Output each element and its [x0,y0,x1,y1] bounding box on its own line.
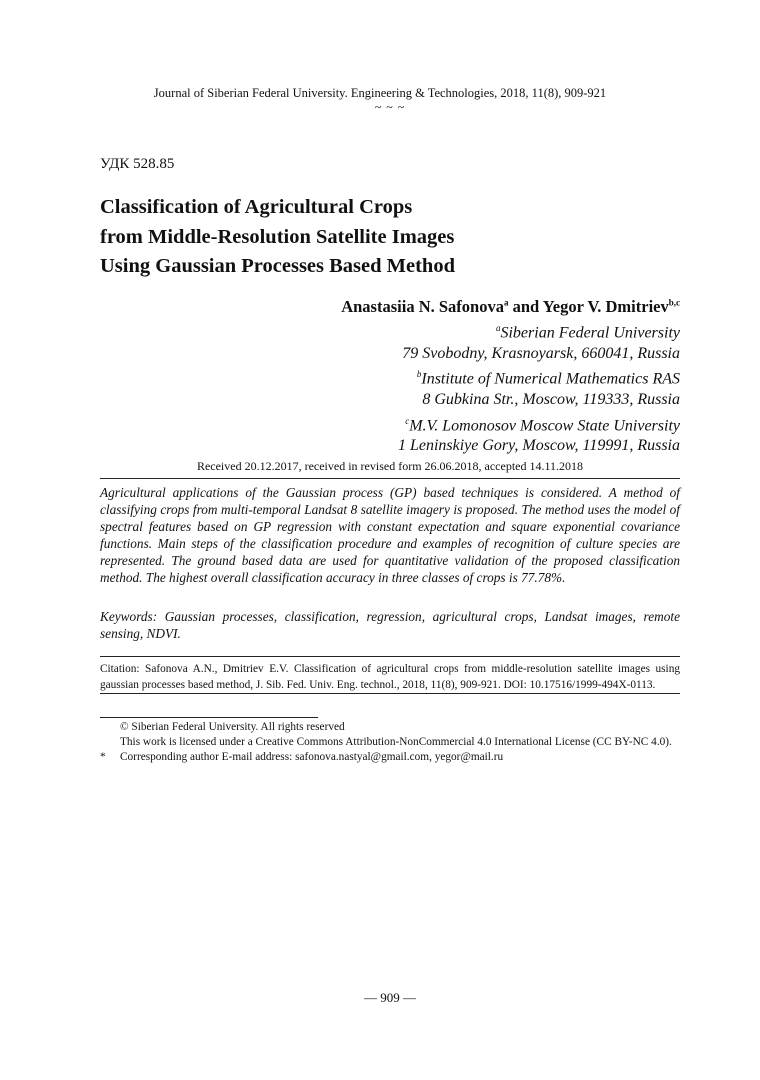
affiliation-line [398,436,680,457]
copyright-text: © Siberian Federal University. All rights reserved [120,721,345,733]
abstract: Agricultural applications of the Gaussian process (GP) based techniques is considered. A method of classifying crops from multi-temporal Landsat 8 satellite imagery is proposed. The method uses the model of spectral features based on GP regression with constant expectation and square exponential covariance functions. Main steps of the classification procedure and examples of recognition of culture species are represented. The ground based data are used for quantitative validation of the proposed classification method. The highest overall classification accuracy in three classes of crops is 77.78%. [100,485,680,585]
divider-citation-bottom [100,693,680,694]
affiliation-sup: a [495,323,501,333]
affiliation-line [398,411,680,437]
keywords: Keywords: Gaussian processes, classification, regression, agricultural crops, Landsat images, remote sensing, NDVI. [100,609,680,641]
footnotes [100,720,700,765]
author-2-sup: b,c [668,297,680,308]
corresponding-text: Corresponding author E-mail address: safonova.nastyal@gmail.com, yegor@mail.ru [120,751,504,763]
received-dates: Received 20.12.2017, received in revised form 26.06.2018, accepted 14.11.2018 [196,459,584,473]
license-text: This work is licensed under a Creative Commons Attribution-NonCommercial 4.0 International License (CC BY-NC 4.0). [120,736,672,748]
journal-header: Journal of Siberian Federal University. Engineering & Technologies, 2018, 11(8), 909-921 [153,86,607,100]
author-2: Yegor V. Dmitriev [542,297,669,316]
title-line-1: Classification of Agricultural Crops [100,196,413,218]
title-line-2: from Middle-Resolution Satellite Images [100,225,455,248]
affiliation-sup: c [405,415,410,426]
author-1: Anastasiia N. Safonova [341,297,504,316]
affiliation-line [398,364,680,390]
affiliation-text: Institute of Numerical Mathematics RAS [421,370,680,388]
author-1-sup: a [503,297,509,308]
title-line-3: Using Gaussian Processes Based Method [100,255,455,277]
author-connector: and [508,297,543,316]
citation: Citation: Safonova A.N., Dmitriev E.V. Classification of agricultural crops from middle-resolution satellite images using gaussian processes based method, J. Sib. Fed. Univ. Eng. technol., 2018, 11(8), 909-921. DOI: 10.17516/1999-494X-0113. [100,663,680,691]
affiliation-line [398,344,680,365]
footnote-divider [100,717,318,718]
authors [341,297,680,317]
affiliation-line [398,318,680,344]
affiliations [398,318,680,457]
affiliation-sup: b [416,369,422,380]
affiliation-text: 1 Leninskiye Gory, Moscow, 119991, Russia [397,437,680,455]
asterisk-mark: * [100,751,106,763]
footnote-license [100,735,700,750]
affiliation-text: Siberian Federal University [500,324,680,342]
footnote-copyright [100,720,700,735]
affiliation-text: M.V. Lomonosov Moscow State University [409,416,680,434]
udk-code: УДК 528.85 [100,156,175,172]
affiliation-text: 8 Gubkina Str., Moscow, 119333, Russia [422,391,680,409]
divider-top [100,478,680,479]
affiliation-text: 79 Svobodny, Krasnoyarsk, 660041, Russia [402,344,680,362]
affiliation-line [398,390,680,411]
header-ornament: ~ ~ ~ [374,100,406,114]
paper-title [100,193,660,282]
footnote-corresponding [100,750,700,765]
divider-citation-top [100,656,680,657]
page-number: — 909 — [364,990,416,1005]
